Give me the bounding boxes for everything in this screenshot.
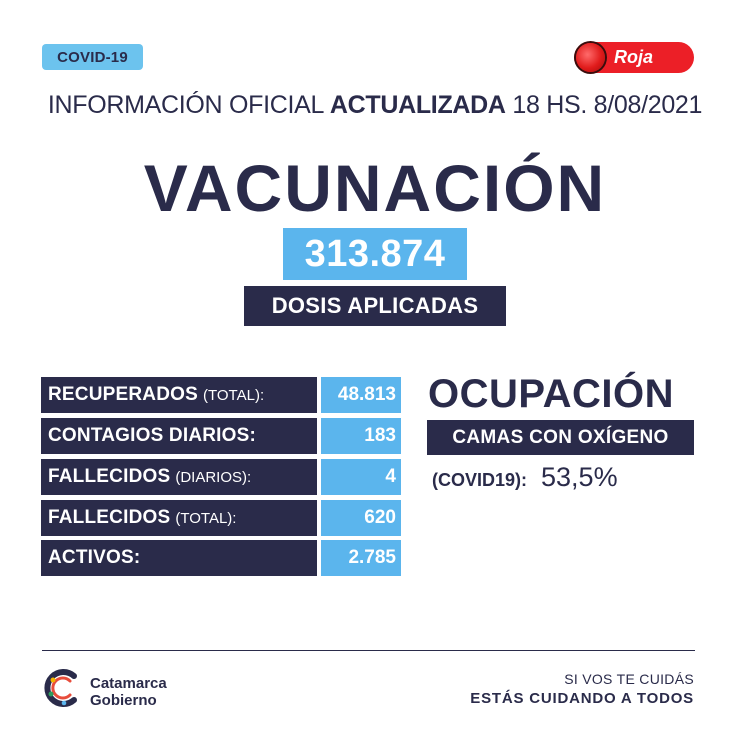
update-info-date: 18 HS. 8/08/2021: [512, 91, 703, 119]
update-info: [0, 91, 750, 120]
alert-level-badge: [574, 42, 694, 73]
stat-label-box: [41, 500, 317, 536]
stat-label: CONTAGIOS DIARIOS:: [48, 425, 257, 446]
stat-row-contagios: [41, 418, 401, 454]
stat-row-fallecidos-diarios: [41, 459, 401, 495]
doses-label-box: [244, 286, 506, 326]
vaccination-title: VACUNACIÓN: [143, 151, 607, 225]
stat-row-recuperados: [41, 377, 401, 413]
stat-value: 183: [364, 425, 396, 446]
stat-label: FALLECIDOS: [48, 466, 171, 487]
covid-occupancy: [432, 462, 618, 493]
stat-label-box: [41, 540, 317, 576]
slogan-bottom: ESTÁS CUIDANDO A TODOS: [470, 690, 694, 707]
stat-value-box: [321, 500, 401, 536]
stat-label-box: [41, 377, 317, 413]
update-info-bold: ACTUALIZADA: [329, 91, 506, 119]
stat-sublabel: (TOTAL):: [175, 509, 237, 527]
slogan: [470, 671, 694, 707]
stat-value: 620: [364, 507, 396, 528]
catamarca-logo-text: [90, 675, 167, 709]
stat-value: 48.813: [337, 384, 396, 405]
stat-sublabel: (DIARIOS):: [175, 468, 252, 486]
oxygen-beds-box: [427, 420, 694, 455]
alert-level-label: Roja: [614, 47, 654, 67]
logo-line-1: Catamarca: [90, 675, 167, 692]
stat-value: 4: [385, 466, 396, 487]
vaccination-doses-box: [283, 228, 467, 280]
stat-value-box: [321, 459, 401, 495]
stat-value-box: [321, 377, 401, 413]
slogan-top: SI VOS TE CUIDÁS: [564, 671, 694, 687]
stat-label: ACTIVOS: [48, 547, 134, 568]
covid-badge: COVID-19: [42, 44, 143, 70]
occupancy-title: OCUPACIÓN: [428, 372, 674, 416]
stat-row-fallecidos-total: [41, 500, 401, 536]
covid-occupancy-label: (COVID19):: [432, 470, 528, 490]
logo-line-2: Gobierno: [90, 692, 157, 709]
footer-divider: [42, 650, 695, 651]
stat-value-box: [321, 418, 401, 454]
stat-value: 2.785: [348, 547, 396, 568]
vaccination-doses-value: 313.874: [304, 232, 446, 275]
stat-label: FALLECIDOS: [48, 507, 171, 528]
update-info-prefix: INFORMACIÓN OFICIAL: [47, 91, 324, 119]
stat-label-box: [41, 418, 317, 454]
alert-light-icon: [576, 43, 605, 72]
stat-sublabel: (TOTAL):: [203, 386, 265, 404]
stat-value-box: [321, 540, 401, 576]
stat-label-box: [41, 459, 317, 495]
catamarca-logo-icon: [44, 668, 84, 708]
covid-occupancy-value: 53,5%: [541, 462, 618, 492]
stat-label: RECUPERADOS: [48, 384, 198, 405]
oxygen-beds-label: CAMAS CON OXÍGENO: [452, 426, 669, 448]
stat-colon: :: [133, 547, 141, 568]
doses-label: DOSIS APLICADAS: [271, 293, 479, 318]
stat-row-activos: [41, 540, 401, 576]
